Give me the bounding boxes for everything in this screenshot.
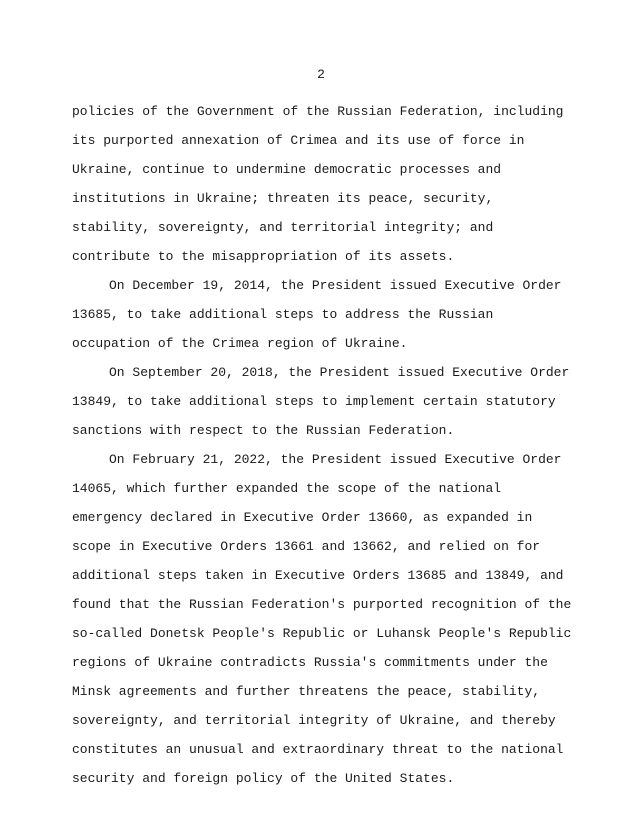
text-line: 13849, to take additional steps to implement certain statutory — [72, 394, 556, 409]
text-line: emergency declared in Executive Order 13660, as expanded in — [72, 510, 533, 525]
text-line: found that the Russian Federation's purported recognition of the — [72, 597, 572, 612]
page-number: 2 — [317, 67, 325, 82]
text-line: constitutes an unusual and extraordinary threat to the national — [72, 742, 564, 757]
text-line: scope in Executive Orders 13661 and 13662, and relied on for — [72, 539, 541, 554]
text-line: its purported annexation of Crimea and its use of force in — [72, 133, 525, 148]
text-line: policies of the Government of the Russian Federation, including — [72, 104, 564, 119]
text-line: so-called Donetsk People's Republic or Luhansk People's Republic — [72, 626, 572, 641]
text-line: 13685, to take additional steps to address the Russian — [72, 307, 494, 322]
document-body — [72, 97, 632, 793]
text-line: additional steps taken in Executive Orders 13685 and 13849, and — [72, 568, 564, 583]
text-line: Ukraine, continue to undermine democratic processes and — [72, 162, 502, 177]
text-line: regions of Ukraine contradicts Russia's commitments under the — [72, 655, 548, 670]
text-line: 14065, which further expanded the scope of the national — [72, 481, 502, 496]
text-line: Minsk agreements and further threatens the peace, stability, — [72, 684, 541, 699]
text-line: security and foreign policy of the United States. — [72, 771, 455, 786]
text-line: sovereignty, and territorial integrity of Ukraine, and thereby — [72, 713, 556, 728]
text-line: stability, sovereignty, and territorial integrity; and — [72, 220, 494, 235]
paragraph-first-line: On December 19, 2014, the President issued Executive Order — [109, 278, 562, 293]
text-line: occupation of the Crimea region of Ukraine. — [72, 336, 408, 351]
text-line: institutions in Ukraine; threaten its peace, security, — [72, 191, 494, 206]
text-line: sanctions with respect to the Russian Federation. — [72, 423, 455, 438]
paragraph-first-line: On September 20, 2018, the President issued Executive Order — [109, 365, 570, 380]
text-line: contribute to the misappropriation of its assets. — [72, 249, 455, 264]
paragraph-first-line: On February 21, 2022, the President issued Executive Order — [109, 452, 562, 467]
